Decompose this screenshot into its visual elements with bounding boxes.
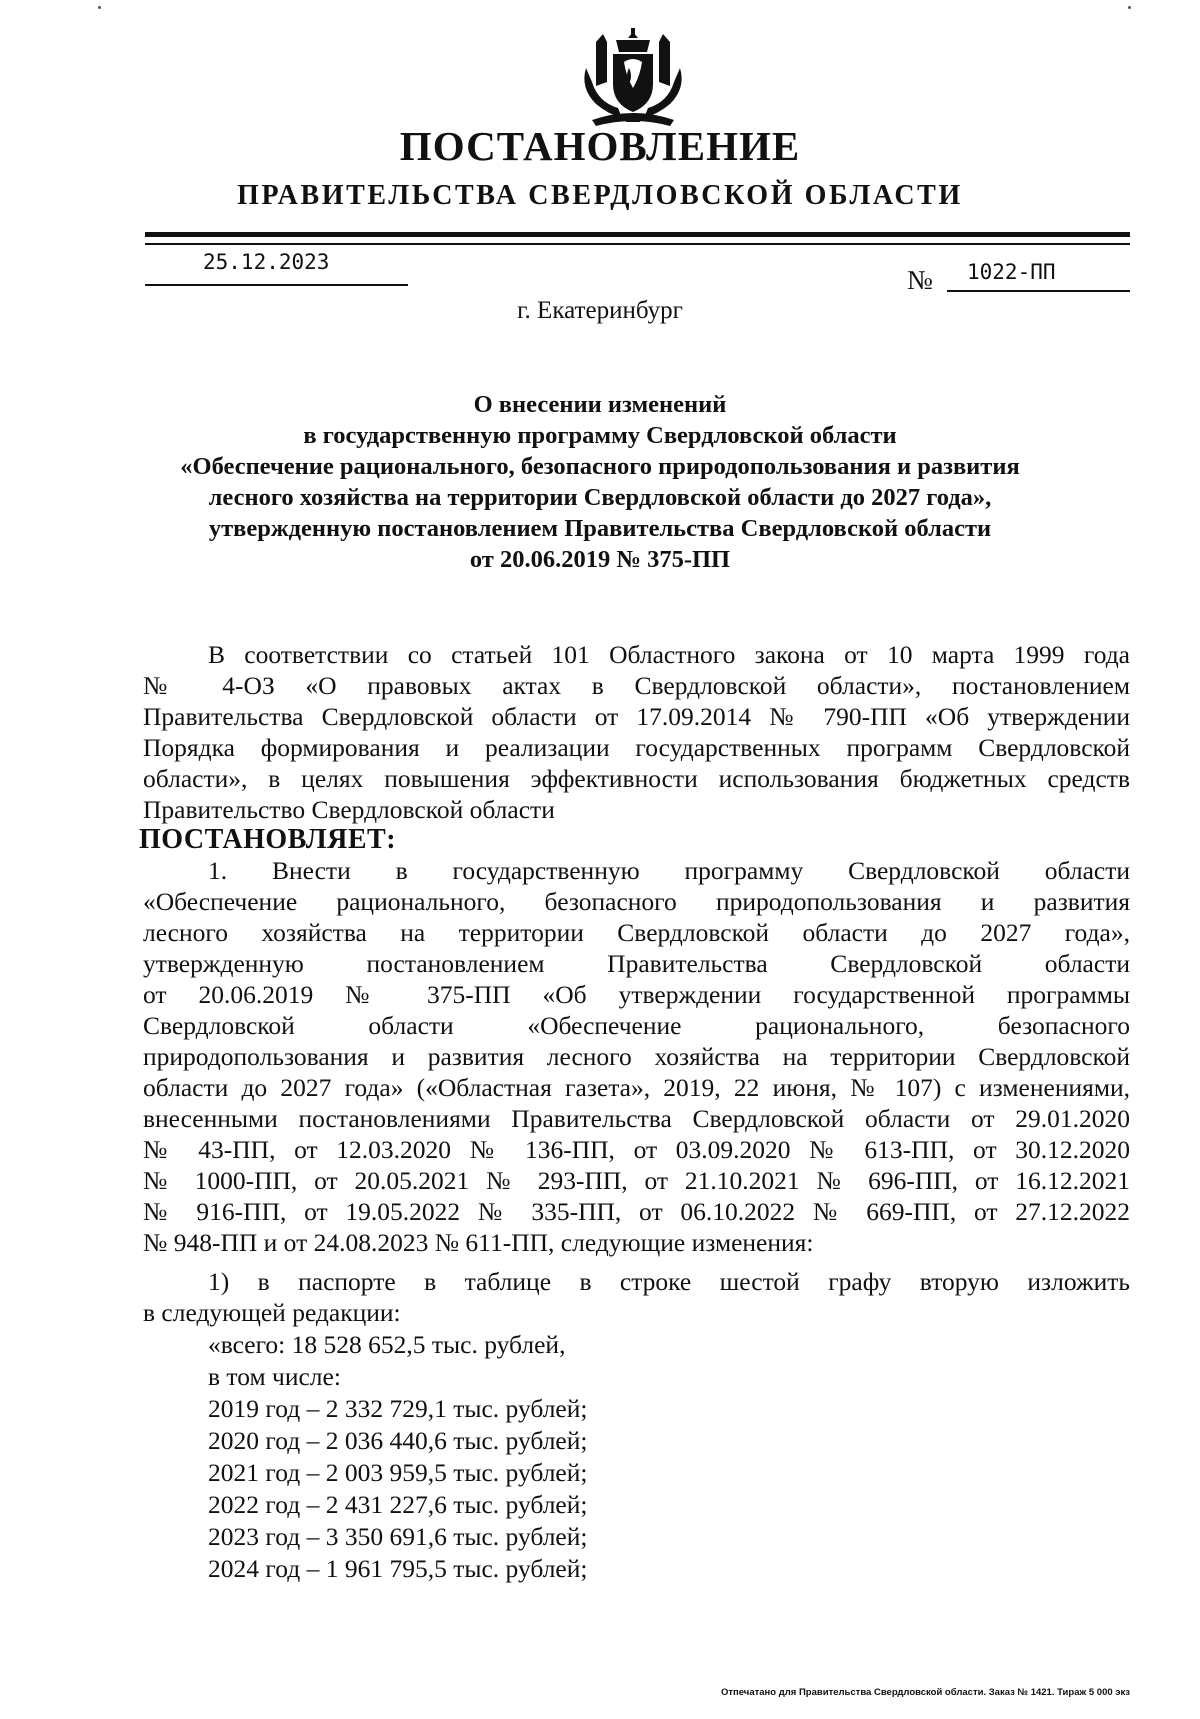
- funding-line: 2022 год – 2 431 227,6 тыс. рублей;: [208, 1490, 588, 1519]
- number-underline: [947, 290, 1130, 292]
- funding-line: 2024 год – 1 961 795,5 тыс. рублей;: [208, 1554, 588, 1583]
- document-city: г. Екатеринбург: [517, 297, 683, 324]
- clause-line: лесного хозяйства на территории Свердловской области до 2027 года»,: [143, 918, 1130, 947]
- preamble-line: Правительство Свердловской области: [143, 795, 555, 824]
- clause-line: Свердловской области «Обеспечение рационального, безопасного: [143, 1011, 1130, 1040]
- scan-speck: [1128, 6, 1131, 9]
- funding-line: 2021 год – 2 003 959,5 тыс. рублей;: [208, 1458, 588, 1487]
- subclause-1-paragraph: [143, 1266, 1130, 1328]
- clause-line: от 20.06.2019 № 375-ПП «Об утверждении государственной программы: [143, 980, 1130, 1009]
- issuer-heading: ПРАВИТЕЛЬСТВА СВЕРДЛОВСКОЙ ОБЛАСТИ: [237, 180, 963, 211]
- clause-line: 1. Внести в государственную программу Свердловской области: [208, 856, 1130, 885]
- preamble-line: № 4-ОЗ «О правовых актах в Свердловской области», постановлением: [143, 671, 1130, 700]
- funding-block: [208, 1329, 587, 1585]
- clause-line: природопользования и развития лесного хозяйства на территории Свердловской: [143, 1042, 1130, 1071]
- decree-word: ПОСТАНОВЛЯЕТ:: [139, 824, 397, 855]
- title-line: «Обеспечение рационального, безопасного природопользования и развития: [180, 453, 1020, 480]
- clause-line: утвержденную постановлением Правительства Свердловской области: [143, 949, 1130, 978]
- header-rule-thin: [145, 243, 1130, 245]
- title-line: от 20.06.2019 № 375-ПП: [469, 546, 731, 573]
- clause-line: внесенными постановлениями Правительства Свердловской области от 29.01.2020: [143, 1104, 1130, 1133]
- scan-speck: [98, 6, 101, 9]
- clause-line: № 1000-ПП, от 20.05.2021 № 293-ПП, от 21.10.2021 № 696-ПП, от 16.12.2021: [143, 1166, 1130, 1195]
- document-date: 25.12.2023: [203, 250, 330, 274]
- funding-line: 2023 год – 3 350 691,6 тыс. рублей;: [208, 1522, 588, 1551]
- document-type-heading: ПОСТАНОВЛЕНИЕ: [399, 123, 801, 169]
- title-line: О внесении изменений: [473, 391, 727, 418]
- preamble-line: области», в целях повышения эффективности использования бюджетных средств: [143, 764, 1130, 793]
- title-line: лесного хозяйства на территории Свердловской области до 2027 года»,: [208, 484, 992, 511]
- date-underline: [145, 284, 408, 286]
- document-number: 1022-ПП: [967, 260, 1056, 284]
- clause-1-paragraph: [143, 855, 1130, 1258]
- header-rule-thick: [145, 232, 1130, 237]
- clause-line: № 948-ПП и от 24.08.2023 № 611-ПП, следующие изменения:: [143, 1228, 814, 1257]
- funding-line: 2020 год – 2 036 440,6 тыс. рублей;: [208, 1426, 588, 1455]
- document-title: [80, 389, 1120, 575]
- subclause-line: в следующей редакции:: [143, 1298, 401, 1327]
- title-line: в государственную программу Свердловской области: [303, 422, 897, 449]
- number-sign: №: [907, 265, 933, 295]
- print-footer: Отпечатано для Правительства Свердловской области. Заказ № 1421. Тираж 5 000 экз: [720, 1687, 1130, 1698]
- funding-line: 2019 год – 2 332 729,1 тыс. рублей;: [208, 1394, 588, 1423]
- funding-line: «всего: 18 528 652,5 тыс. рублей,: [208, 1330, 566, 1359]
- clause-line: «Обеспечение рационального, безопасного природопользования и развития: [143, 887, 1130, 916]
- subclause-line: 1) в паспорте в таблице в строке шестой графу вторую изложить: [208, 1267, 1130, 1296]
- funding-line: в том числе:: [208, 1362, 341, 1391]
- clause-line: области до 2027 года» («Областная газета», 2019, 22 июня, № 107) с изменениями,: [143, 1073, 1130, 1102]
- preamble-line: Правительства Свердловской области от 17.09.2014 № 790-ПП «Об утверждении: [143, 702, 1130, 731]
- preamble-paragraph: [143, 639, 1130, 825]
- clause-line: № 916-ПП, от 19.05.2022 № 335-ПП, от 06.10.2022 № 669-ПП, от 27.12.2022: [143, 1197, 1130, 1226]
- preamble-line: В соответствии со статьей 101 Областного закона от 10 марта 1999 года: [208, 640, 1130, 669]
- preamble-line: Порядка формирования и реализации государственных программ Свердловской: [143, 733, 1130, 762]
- title-line: утвержденную постановлением Правительства Свердловской области: [208, 515, 992, 542]
- clause-line: № 43-ПП, от 12.03.2020 № 136-ПП, от 03.09.2020 № 613-ПП, от 30.12.2020: [143, 1135, 1130, 1164]
- coat-of-arms-icon: [578, 28, 688, 128]
